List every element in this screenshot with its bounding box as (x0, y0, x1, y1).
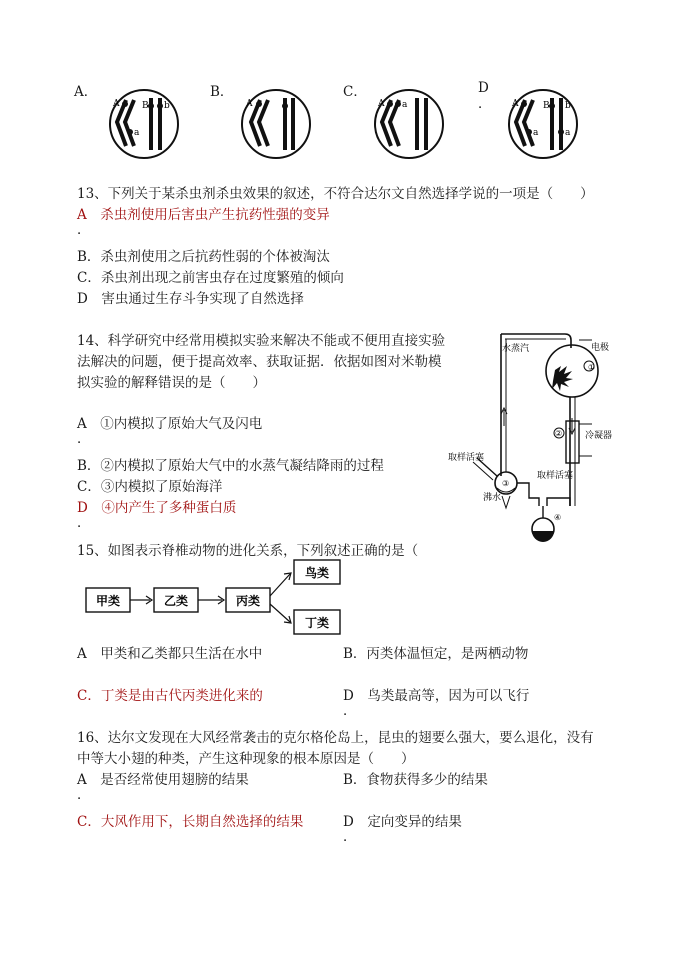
miller-label-valve-right: 取样活塞 (537, 471, 574, 481)
q12-option-d-dot: ． (478, 96, 492, 112)
q13-option-d[interactable]: D 害虫通过生存斗争实现了自然选择 (77, 291, 304, 307)
q15-option-d[interactable]: D 鸟类最高等，因为可以飞行 (343, 688, 530, 704)
q16-stem-line-1: 16、达尔文发现在大风经常袭击的克尔格伦岛上，昆虫的翅要么强大，要么退化，没有 (77, 730, 594, 746)
q13-stem: 13、下列关于某杀虫剂杀虫效果的叙述，不符合达尔文自然选择学说的一项是（ ） (77, 186, 594, 202)
q15-option-b[interactable]: B．丙类体温恒定，是两栖动物 (343, 646, 529, 662)
miller-label-n2: ② (555, 429, 563, 438)
box-ding: 丁类 (304, 616, 330, 630)
evolution-diagram (84, 558, 354, 640)
q12-c-label-A: A (378, 99, 385, 109)
miller-label-condenser: 冷凝器 (585, 431, 613, 441)
q12-d-label-a1: a (533, 128, 539, 138)
q12-cell-a (104, 88, 184, 160)
q15-option-d-dot: ． (343, 703, 357, 719)
miller-label-vapor: 水蒸汽 (502, 344, 530, 354)
q12-c-label-a: a (402, 100, 408, 110)
q13-option-b[interactable]: B．杀虫剂使用之后抗药性弱的个体被淘汰 (77, 249, 330, 265)
miller-label-n1: ① (588, 363, 596, 372)
q12-a-label-b: b (164, 101, 170, 111)
q12-option-c-label: C． (343, 84, 367, 100)
q13-option-a[interactable]: A 杀虫剂使用后害虫产生抗药性强的变异 (77, 207, 330, 223)
q12-cell-b (236, 88, 316, 160)
q12-option-d-label: D (478, 80, 489, 96)
q14-option-a-dot: ． (77, 431, 91, 447)
q12-option-a-label: A． (74, 84, 98, 100)
q14-stem-line-2: 法解决的问题，便于提高效率、获取证据．依据如图对米勒模 (77, 354, 442, 370)
q16-option-a[interactable]: A 是否经常使用翅膀的结果 (77, 772, 249, 788)
q12-a-label-B: B (142, 101, 149, 111)
q13-option-a-dot: ． (77, 222, 91, 238)
q14-option-b[interactable]: B．②内模拟了原始大气中的水蒸气凝结降雨的过程 (77, 458, 384, 474)
q16-option-d-dot: ． (343, 829, 357, 845)
miller-label-n4: ④ (554, 513, 562, 522)
q12-d-label-a2: a (565, 128, 571, 138)
box-jia: 甲类 (95, 594, 121, 608)
q16-option-b[interactable]: B．食物获得多少的结果 (343, 772, 488, 788)
q12-d-label-A: A (512, 99, 519, 109)
q14-option-d[interactable]: D ④内产生了多种蛋白质 (77, 500, 237, 516)
q16-stem-line-2: 中等大小翅的种类，产生这种现象的根本原因是（ ） (77, 751, 415, 767)
q16-option-c[interactable]: C．大风作用下，长期自然选择的结果 (77, 814, 304, 830)
q12-option-b-label: B． (210, 84, 234, 100)
miller-label-n3: ③ (502, 479, 510, 488)
miller-label-electrode: 电极 (591, 343, 610, 353)
miller-label-valve-left: 取样活塞 (448, 453, 485, 463)
q16-option-d[interactable]: D 定向变异的结果 (343, 814, 462, 830)
q14-option-d-dot: ． (77, 515, 91, 531)
box-niao: 鸟类 (304, 566, 330, 580)
q13-option-c[interactable]: C．杀虫剂出现之前害虫存在过度繁殖的倾向 (77, 270, 344, 286)
q12-d-label-b: b (565, 101, 571, 111)
miller-label-boiling: 沸水 (483, 493, 502, 503)
q12-a-label-A: A (113, 99, 120, 109)
q15-stem: 15、如图表示脊椎动物的进化关系，下列叙述正确的是（ (77, 543, 419, 559)
box-bing: 丙类 (235, 594, 261, 608)
q12-cell-d (503, 88, 583, 160)
q14-stem-line-1: 14、科学研究中经常用模拟实验来解决不能或不便用直接实验 (77, 333, 446, 349)
q14-option-c[interactable]: C．③内模拟了原始海洋 (77, 479, 223, 495)
q12-b-label-A: A (246, 99, 253, 109)
q12-cell-c (369, 88, 449, 160)
q12-a-label-a: a (134, 128, 140, 138)
q14-option-a[interactable]: A ①内模拟了原始大气及闪电 (77, 416, 263, 432)
q12-d-label-B: B (543, 101, 550, 111)
q15-option-a[interactable]: A 甲类和乙类都只生活在水中 (77, 646, 263, 662)
q14-stem-line-3: 拟实验的解释错误的是（ ） (77, 375, 266, 391)
q15-option-c[interactable]: C．丁类是由古代丙类进化来的 (77, 688, 263, 704)
box-yi: 乙类 (163, 594, 189, 608)
q16-option-a-dot: ． (77, 787, 91, 803)
miller-apparatus-figure (447, 326, 627, 551)
